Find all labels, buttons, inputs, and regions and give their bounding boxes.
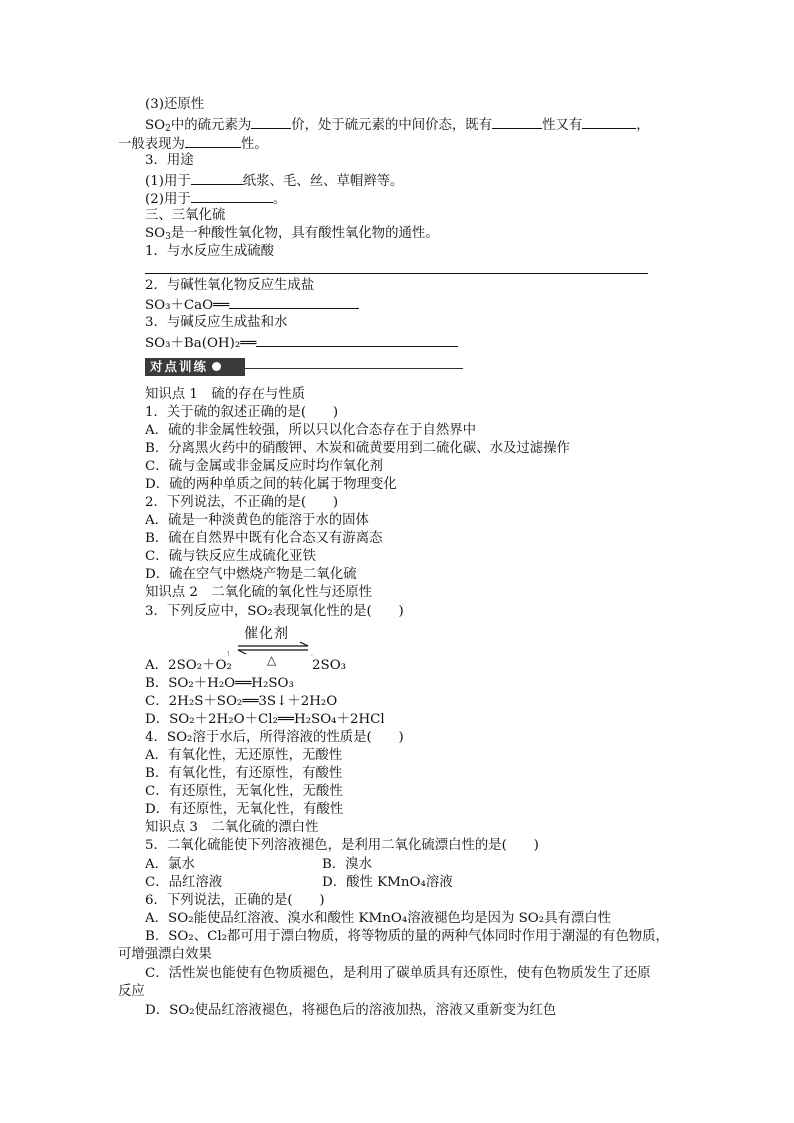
question-3-option-a-right: 2SO₃	[312, 658, 347, 673]
arrow-tick-left: !	[227, 651, 230, 658]
so3-base-reaction: 3．与碱反应生成盐和水	[145, 315, 288, 330]
question-1-option-a[interactable]: A．硫的非金属性较强，所以只以化合态存在于自然界中	[145, 423, 477, 438]
question-3-option-c[interactable]: C．2H₂S＋SO₂══3S↓＋2H₂O	[145, 694, 338, 709]
question-3-option-d[interactable]: D．SO₂＋2H₂O＋Cl₂══H₂SO₄＋2HCl	[145, 712, 385, 727]
question-6: 6．下列说法，正确的是( )	[145, 893, 325, 908]
question-2-option-d[interactable]: D．硫在空气中燃烧产物是二氧化硫	[145, 567, 357, 582]
uses-heading: 3．用途	[145, 153, 194, 168]
so3-cao-equation: SO₃＋CaO══	[145, 295, 359, 313]
question-2-option-b[interactable]: B．硫在自然界中既有化合态又有游离态	[145, 531, 383, 546]
question-6-option-d[interactable]: D．SO₂使品红溶液褪色，将褪色后的溶液加热，溶液又重新变为红色	[145, 1003, 557, 1018]
question-2-option-c[interactable]: C．硫与铁反应生成硫化亚铁	[145, 549, 316, 564]
question-3-option-a-left[interactable]: A．2SO₂＋O₂	[145, 658, 232, 673]
banner-divider	[245, 368, 463, 369]
knowledge-point-1-title: 知识点 1 硫的存在与性质	[145, 387, 306, 402]
practice-banner: 对点训练	[145, 358, 245, 376]
blank-baoh2-product[interactable]	[256, 333, 458, 347]
use-item-2: (2)用于 。	[145, 189, 286, 207]
question-4-option-d[interactable]: D．有还原性，无氧化性，有酸性	[145, 802, 344, 817]
question-1-option-b[interactable]: B．分离黑火药中的硝酸钾、木炭和硫黄要用到二硫化碳、水及过滤操作	[145, 441, 570, 456]
so3-heading: 三、三氧化硫	[145, 208, 226, 223]
question-5-option-d[interactable]: D．酸性 KMnO₄溶液	[322, 875, 453, 890]
knowledge-point-3-title: 知识点 3 二氧化硫的漂白性	[145, 820, 319, 835]
question-6-option-c-line2: 反应	[118, 984, 145, 999]
question-5: 5．二氧化硫能使下列溶液褪色，是利用二氧化硫漂白性的是( )	[145, 838, 539, 853]
banner-dot-icon	[212, 362, 221, 371]
catalyst-label: 催化剂	[244, 626, 289, 642]
knowledge-point-2-title: 知识点 2 二氧化硫的氧化性与还原性	[145, 585, 373, 600]
blank-general-property[interactable]	[185, 134, 241, 148]
reducibility-heading: (3)还原性	[145, 97, 205, 112]
so3-water-reaction: 1．与水反应生成硫酸	[145, 244, 275, 259]
question-2-option-a[interactable]: A．硫是一种淡黄色的能溶于水的固体	[145, 513, 369, 528]
question-5-option-c[interactable]: C．品红溶液	[145, 875, 223, 890]
question-6-option-a[interactable]: A．SO₂能使品红溶液、溴水和酸性 KMnO₄溶液褪色均是因为 SO₂具有漂白性	[145, 911, 612, 926]
blank-property-1[interactable]	[492, 115, 542, 129]
question-1: 1．关于硫的叙述正确的是( )	[145, 405, 339, 420]
question-6-option-c-line1[interactable]: C．活性炭也能使有色物质褪色，是利用了碳单质具有还原性，使有色物质发生了还原	[145, 966, 651, 981]
question-4-option-c[interactable]: C．有还原性，无氧化性，无酸性	[145, 784, 343, 799]
question-3-option-b[interactable]: B．SO₂＋H₂O══H₂SO₃	[145, 676, 294, 691]
so2-general-behavior: 一般表现为 性。	[118, 134, 268, 152]
question-5-option-a[interactable]: A．氯水	[145, 857, 195, 872]
question-2: 2．下列说法，不正确的是( )	[145, 495, 339, 510]
arrow-tick-right: .	[311, 651, 313, 658]
question-4-option-a[interactable]: A．有氧化性，无还原性，无酸性	[145, 748, 343, 763]
question-6-option-b-line1[interactable]: B．SO₂、Cl₂都可用于漂白物质，将等物质的量的两种气体同时作用于潮湿的有色物质，	[145, 929, 669, 944]
question-3: 3．下列反应中，SO₂表现氧化性的是( )	[145, 604, 404, 619]
so3-basic-oxide-reaction: 2．与碱性氧化物反应生成盐	[145, 278, 315, 293]
so3-intro: $SO_3$是一种酸性氧化物，具有酸性氧化物的通性。	[145, 226, 439, 242]
so2-valence-sentence: $SO_2$中的硫元素为 价，处于硫元素的中间价态，既有 性又有 ，	[145, 115, 650, 133]
so3-baoh2-equation: SO₃＋Ba(OH)₂══	[145, 333, 458, 351]
question-4: 4．SO₂溶于水后，所得溶液的性质是( )	[145, 730, 404, 745]
blank-use-2[interactable]	[191, 189, 273, 203]
question-6-option-b-line2: 可增强漂白效果	[118, 947, 212, 962]
heat-symbol: △	[267, 653, 277, 667]
question-1-option-d[interactable]: D．硫的两种单质之间的转化属于物理变化	[145, 477, 397, 492]
question-4-option-b[interactable]: B．有氧化性，有还原性，有酸性	[145, 766, 343, 781]
blank-valence[interactable]	[251, 115, 291, 129]
answer-line-water[interactable]	[145, 273, 648, 274]
question-5-option-b[interactable]: B．溴水	[322, 857, 373, 872]
question-1-option-c[interactable]: C．硫与金属或非金属反应时均作氧化剂	[145, 459, 383, 474]
blank-property-2[interactable]	[582, 115, 636, 129]
blank-cao-product[interactable]	[229, 295, 359, 309]
blank-use-1[interactable]	[191, 171, 243, 185]
use-item-1: (1)用于 纸浆、毛、丝、草帽辫等。	[145, 171, 403, 189]
